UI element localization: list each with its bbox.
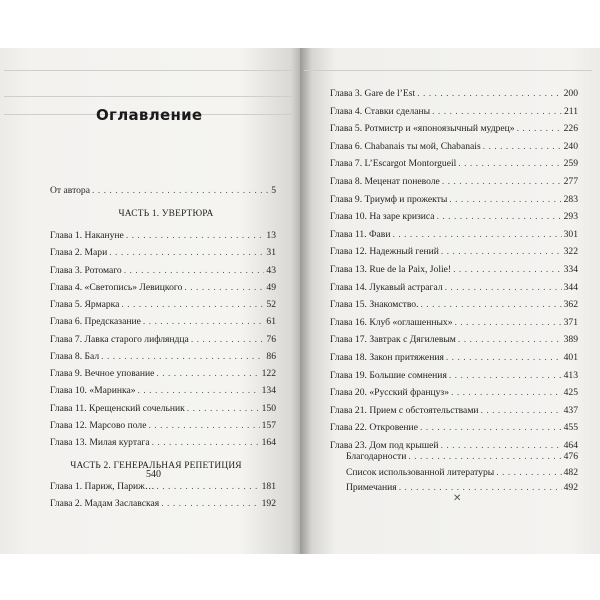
entry-page: 259 xyxy=(563,158,578,170)
entry-title: Глава 7. Лавка старого лифляндца xyxy=(50,333,189,345)
entry-page: 49 xyxy=(266,281,276,293)
dot-leader xyxy=(458,334,562,346)
toc-entry xyxy=(50,420,276,432)
toc-entry-backmatter xyxy=(346,482,578,494)
dot-leader xyxy=(437,211,562,223)
dot-leader xyxy=(156,481,259,493)
page-number: 540 xyxy=(146,469,161,480)
entry-title: Глава 4. Ставки сделаны xyxy=(330,105,431,117)
entry-title: Глава 5. Ротмистр и «японоязычный мудрец» xyxy=(330,123,515,135)
toc-entry xyxy=(330,123,578,135)
dot-leader xyxy=(445,282,562,294)
entry-title: Глава 13. Милая куртага xyxy=(50,437,150,448)
toc-entry xyxy=(50,403,276,415)
toc-entry xyxy=(330,158,578,170)
dot-leader xyxy=(517,123,562,135)
bleed-line xyxy=(4,70,292,71)
bleed-line xyxy=(304,70,592,71)
toc-entry xyxy=(50,247,276,259)
entry-page: 344 xyxy=(563,281,578,293)
bleed-line xyxy=(4,96,292,97)
toc-entry xyxy=(330,246,578,258)
dot-leader xyxy=(392,229,561,241)
entry-title: Глава 2. Мадам Заславская xyxy=(50,498,160,509)
toc-entry xyxy=(50,351,276,363)
dot-leader xyxy=(441,246,562,258)
entry-page: 413 xyxy=(563,369,578,381)
dot-leader xyxy=(126,230,265,242)
entry-page: 293 xyxy=(563,211,578,223)
dot-leader xyxy=(121,299,264,311)
entry-page: 371 xyxy=(563,316,578,328)
dot-leader xyxy=(156,368,259,380)
toc-entry xyxy=(50,481,276,493)
toc-entry xyxy=(330,370,578,382)
entry-page: 334 xyxy=(563,264,578,275)
toc-entry xyxy=(50,334,276,346)
dot-leader xyxy=(496,467,561,479)
entry-page: 211 xyxy=(563,105,578,117)
entry-title: Глава 6. Предсказание xyxy=(50,316,141,328)
entry-page: 464 xyxy=(563,440,578,451)
toc-entry-backmatter xyxy=(346,451,578,463)
toc-entry xyxy=(330,282,578,294)
entry-page: 277 xyxy=(563,176,578,187)
entry-page: 283 xyxy=(563,193,578,205)
toc-entry xyxy=(50,230,276,242)
entry-page: 301 xyxy=(563,228,578,240)
entry-title: Глава 8. Меценат поневоле xyxy=(330,176,440,187)
toc-entry xyxy=(330,141,578,153)
entry-page: 31 xyxy=(266,247,276,259)
dot-leader xyxy=(138,385,260,397)
toc-entry xyxy=(50,299,276,311)
entry-title: Глава 16. Клуб «оглашенных» xyxy=(330,316,453,328)
entry-page: 122 xyxy=(261,368,276,379)
toc-entry xyxy=(330,352,578,364)
dot-leader xyxy=(483,141,562,153)
entry-page: 134 xyxy=(261,385,276,397)
toc-entry xyxy=(330,176,578,188)
entry-page: 362 xyxy=(563,299,578,311)
toc-entry xyxy=(330,299,578,311)
entry-page: 476 xyxy=(563,451,578,462)
toc-entry xyxy=(330,334,578,346)
entry-page: 482 xyxy=(563,466,578,478)
entry-page: 13 xyxy=(266,230,276,241)
dot-leader xyxy=(449,194,561,206)
dot-leader xyxy=(399,482,562,494)
dot-leader xyxy=(417,88,561,100)
part-heading: ЧАСТЬ 2. ГЕНЕРАЛЬНАЯ РЕПЕТИЦИЯ xyxy=(70,461,242,471)
part-heading: ЧАСТЬ 1. УВЕРТЮРА xyxy=(118,209,214,219)
toc-entry xyxy=(50,437,276,449)
entry-title: Глава 1. Париж, Париж… xyxy=(50,481,155,492)
paper-mark: ✕ xyxy=(453,493,462,504)
entry-page: 61 xyxy=(266,316,276,328)
entry-title: Глава 11. Крещенский сочельник xyxy=(50,402,185,414)
entry-page: 43 xyxy=(266,264,276,276)
entry-title: Глава 12. Надежный гений xyxy=(330,246,439,258)
entry-title: Глава 8. Бал xyxy=(50,350,100,362)
entry-page: 492 xyxy=(563,482,578,493)
entry-title: Глава 10. «Маринка» xyxy=(50,385,136,397)
dot-leader xyxy=(109,247,264,259)
entry-title: Глава 22. Откровение xyxy=(330,422,418,434)
entry-title: Глава 5. Ярмарка xyxy=(50,299,120,310)
entry-page: 157 xyxy=(261,419,276,431)
entry-title: Глава 15. Знакомство. xyxy=(330,299,419,311)
entry-page: 86 xyxy=(266,350,276,362)
toc-entry xyxy=(330,211,578,223)
toc-entry xyxy=(330,387,578,399)
dot-leader xyxy=(124,265,265,277)
toc-entry-intro xyxy=(50,185,276,197)
entry-title: Глава 7. L’Escargot Montorgueil xyxy=(330,158,457,170)
entry-title: Глава 20. «Русский француз» xyxy=(330,387,450,399)
toc-entry xyxy=(50,498,276,510)
toc-entry xyxy=(330,88,578,100)
dot-leader xyxy=(432,106,562,118)
entry-title: Глава 11. Фави xyxy=(330,228,391,240)
entry-title: Глава 14. Лукавый астрагал xyxy=(330,281,443,293)
dot-leader xyxy=(442,176,562,188)
entry-page: 389 xyxy=(563,334,578,346)
toc-entry xyxy=(330,405,578,417)
entry-page: 425 xyxy=(563,387,578,399)
dot-leader xyxy=(101,351,264,363)
dot-leader xyxy=(453,264,561,276)
dot-leader xyxy=(455,317,562,329)
entry-page: 5 xyxy=(271,185,276,196)
entry-page: 150 xyxy=(261,402,276,414)
dot-leader xyxy=(446,352,562,364)
entry-title: Глава 19. Большие сомнения xyxy=(330,369,447,381)
dot-leader xyxy=(92,185,269,197)
entry-title: Глава 1. Накануне xyxy=(50,230,124,241)
entry-title: Глава 6. Chabanais ты мой, Chabanais xyxy=(330,140,481,152)
entry-page: 455 xyxy=(563,422,578,434)
entry-page: 181 xyxy=(261,481,276,492)
entry-title: Список использованной литературы xyxy=(346,466,495,478)
toc-entry xyxy=(50,385,276,397)
entry-page: 200 xyxy=(563,88,578,99)
entry-title: Глава 3. Ротомаго xyxy=(50,264,122,276)
dot-leader xyxy=(184,282,264,294)
entry-title: Глава 3. Gare de l’Est xyxy=(330,88,416,99)
toc-entry xyxy=(330,317,578,329)
dot-leader xyxy=(191,334,265,346)
entry-title: Глава 2. Мари xyxy=(50,247,108,259)
dot-leader xyxy=(187,403,260,415)
toc-entry xyxy=(50,265,276,277)
entry-title: Глава 17. Завтрак с Дягилевым xyxy=(330,334,456,346)
dot-leader xyxy=(481,405,562,417)
toc-title: Оглавление xyxy=(96,106,203,124)
entry-title: Глава 10. На заре кризиса xyxy=(330,211,435,223)
toc-entry xyxy=(330,106,578,118)
entry-title: Глава 9. Триумф и прожекты xyxy=(330,193,448,205)
dot-leader xyxy=(161,498,259,510)
toc-entry xyxy=(50,282,276,294)
entry-title: Глава 13. Rue de la Paix, Jolie! xyxy=(330,264,452,275)
entry-page: 226 xyxy=(563,123,578,135)
entry-title: Благодарности xyxy=(346,451,407,462)
dot-leader xyxy=(408,451,561,463)
toc-entry xyxy=(330,264,578,276)
toc-entry xyxy=(330,422,578,434)
entry-title: Глава 12. Марсово поле xyxy=(50,419,147,431)
entry-title: Глава 4. «Светопись» Левицкого xyxy=(50,281,183,293)
entry-page: 52 xyxy=(266,299,276,310)
entry-page: 401 xyxy=(563,352,578,363)
dot-leader xyxy=(449,370,562,382)
toc-entry xyxy=(50,316,276,328)
entry-page: 240 xyxy=(563,140,578,152)
entry-title: Примечания xyxy=(346,482,397,493)
entry-page: 164 xyxy=(261,437,276,448)
entry-page: 437 xyxy=(563,404,578,416)
entry-title: Глава 9. Вечное упование xyxy=(50,368,155,379)
toc-entry xyxy=(330,229,578,241)
dot-leader xyxy=(458,158,561,170)
entry-page: 192 xyxy=(261,498,276,509)
entry-page: 322 xyxy=(563,246,578,258)
dot-leader xyxy=(421,299,562,311)
dot-leader xyxy=(148,420,259,432)
dot-leader xyxy=(451,387,562,399)
entry-title: От автора xyxy=(50,185,90,196)
entry-title: Глава 18. Закон притяжения xyxy=(330,352,444,363)
toc-entry xyxy=(50,368,276,380)
dot-leader xyxy=(152,437,260,449)
entry-title: Глава 23. Дом под крышей xyxy=(330,440,439,451)
entry-title: Глава 21. Прием с обстоятельствами xyxy=(330,404,479,416)
toc-entry-backmatter xyxy=(346,467,578,479)
dot-leader xyxy=(420,422,562,434)
toc-entry xyxy=(330,194,578,206)
dot-leader xyxy=(143,316,265,328)
entry-page: 76 xyxy=(266,333,276,345)
